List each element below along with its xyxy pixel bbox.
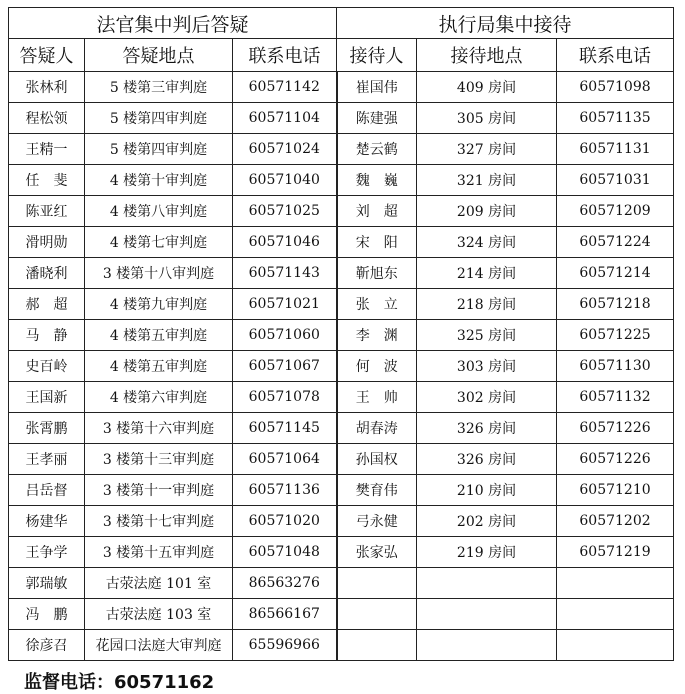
receptionist-name: 张 立 [337,289,417,320]
reception-location [417,599,557,630]
qa-location: 5 楼第四审判庭 [85,134,233,165]
respondent-name: 吕岳督 [9,475,85,506]
receptionist-name: 崔国伟 [337,72,417,103]
receptionist-name [337,630,417,661]
table-row [9,165,674,196]
receptionist-name: 樊育伟 [337,475,417,506]
qa-phone: 60571048 [233,537,337,568]
supervision-phone: 监督电话：60571162 [24,672,215,693]
reception-location: 325 房间 [417,320,557,351]
qa-location: 花园口法庭大审判庭 [85,630,233,661]
qa-location: 4 楼第五审判庭 [85,320,233,351]
respondent-name: 王精一 [9,134,85,165]
qa-location: 5 楼第四审判庭 [85,103,233,134]
reception-location: 327 房间 [417,134,557,165]
receptionist-name [337,568,417,599]
table-row [9,351,674,382]
left-section-title: 法官集中判后答疑 [9,8,337,39]
table-row [9,134,674,165]
reception-location: 214 房间 [417,258,557,289]
section-title-row [9,8,674,39]
table-row [9,103,674,134]
qa-location: 古荥法庭 101 室 [85,568,233,599]
qa-phone: 60571136 [233,475,337,506]
reception-phone: 60571219 [557,537,674,568]
receptionist-name: 宋 阳 [337,227,417,258]
reception-location [417,630,557,661]
table-row [9,537,674,568]
reception-phone [557,630,674,661]
reception-phone: 60571225 [557,320,674,351]
header-reception-phone: 联系电话 [557,39,674,72]
respondent-name: 王国新 [9,382,85,413]
schedule-table [8,7,674,661]
reception-location [417,568,557,599]
table-row [9,382,674,413]
table-row [9,630,674,661]
qa-location: 3 楼第十三审判庭 [85,444,233,475]
receptionist-name: 王 帅 [337,382,417,413]
qa-location: 3 楼第十七审判庭 [85,506,233,537]
header-phone: 联系电话 [233,39,337,72]
reception-phone: 60571135 [557,103,674,134]
receptionist-name [337,599,417,630]
qa-phone: 60571142 [233,72,337,103]
qa-location: 4 楼第七审判庭 [85,227,233,258]
qa-phone: 60571064 [233,444,337,475]
reception-phone: 60571130 [557,351,674,382]
qa-location: 3 楼第十六审判庭 [85,413,233,444]
table-row [9,568,674,599]
reception-phone [557,599,674,630]
qa-location: 3 楼第十一审判庭 [85,475,233,506]
respondent-name: 陈亚红 [9,196,85,227]
respondent-name: 王争学 [9,537,85,568]
respondent-name: 任 斐 [9,165,85,196]
respondent-name: 王孝丽 [9,444,85,475]
header-receptionist: 接待人 [337,39,417,72]
reception-phone: 60571031 [557,165,674,196]
respondent-name: 郝 超 [9,289,85,320]
qa-phone: 60571046 [233,227,337,258]
reception-phone: 60571210 [557,475,674,506]
qa-phone: 60571104 [233,103,337,134]
qa-location: 4 楼第五审判庭 [85,351,233,382]
respondent-name: 杨建华 [9,506,85,537]
respondent-name: 程松领 [9,103,85,134]
reception-phone: 60571209 [557,196,674,227]
qa-phone: 60571143 [233,258,337,289]
reception-phone: 60571218 [557,289,674,320]
qa-phone: 60571024 [233,134,337,165]
reception-location: 324 房间 [417,227,557,258]
receptionist-name: 弓永健 [337,506,417,537]
reception-location: 326 房间 [417,413,557,444]
reception-phone: 60571131 [557,134,674,165]
receptionist-name: 靳旭东 [337,258,417,289]
table-row [9,320,674,351]
receptionist-name: 陈建强 [337,103,417,134]
table-body [9,72,674,661]
receptionist-name: 何 波 [337,351,417,382]
header-respondent: 答疑人 [9,39,85,72]
receptionist-name: 张家弘 [337,537,417,568]
table-row [9,413,674,444]
column-header-row [9,39,674,72]
reception-location: 303 房间 [417,351,557,382]
respondent-name: 张林利 [9,72,85,103]
qa-phone: 86566167 [233,599,337,630]
reception-location: 219 房间 [417,537,557,568]
qa-location: 5 楼第三审判庭 [85,72,233,103]
reception-location: 209 房间 [417,196,557,227]
reception-location: 409 房间 [417,72,557,103]
qa-phone: 60571067 [233,351,337,382]
respondent-name: 马 静 [9,320,85,351]
reception-location: 202 房间 [417,506,557,537]
header-reception-location: 接待地点 [417,39,557,72]
respondent-name: 史百岭 [9,351,85,382]
receptionist-name: 李 渊 [337,320,417,351]
header-location: 答疑地点 [85,39,233,72]
reception-phone: 60571226 [557,444,674,475]
table-row [9,599,674,630]
qa-location: 古荥法庭 103 室 [85,599,233,630]
qa-location: 4 楼第九审判庭 [85,289,233,320]
reception-phone: 60571098 [557,72,674,103]
respondent-name: 潘晓利 [9,258,85,289]
reception-location: 302 房间 [417,382,557,413]
right-section-title: 执行局集中接待 [337,8,674,39]
reception-phone: 60571214 [557,258,674,289]
reception-location: 305 房间 [417,103,557,134]
receptionist-name: 楚云鹤 [337,134,417,165]
qa-location: 4 楼第八审判庭 [85,196,233,227]
qa-location: 4 楼第十审判庭 [85,165,233,196]
receptionist-name: 魏 巍 [337,165,417,196]
table-row [9,196,674,227]
qa-phone: 60571040 [233,165,337,196]
table-row [9,227,674,258]
qa-phone: 65596966 [233,630,337,661]
table-row [9,444,674,475]
reception-location: 326 房间 [417,444,557,475]
reception-location: 210 房间 [417,475,557,506]
qa-phone: 60571145 [233,413,337,444]
table-row [9,475,674,506]
reception-location: 321 房间 [417,165,557,196]
respondent-name: 滑明勋 [9,227,85,258]
qa-phone: 60571021 [233,289,337,320]
reception-phone [557,568,674,599]
respondent-name: 冯 鹏 [9,599,85,630]
qa-phone: 60571060 [233,320,337,351]
receptionist-name: 刘 超 [337,196,417,227]
reception-phone: 60571132 [557,382,674,413]
respondent-name: 郭瑞敏 [9,568,85,599]
table-row [9,72,674,103]
qa-location: 3 楼第十八审判庭 [85,258,233,289]
reception-phone: 60571224 [557,227,674,258]
table-row [9,506,674,537]
qa-location: 4 楼第六审判庭 [85,382,233,413]
table-row [9,258,674,289]
receptionist-name: 胡春涛 [337,413,417,444]
reception-location: 218 房间 [417,289,557,320]
respondent-name: 徐彦召 [9,630,85,661]
reception-phone: 60571226 [557,413,674,444]
qa-phone: 60571025 [233,196,337,227]
qa-location: 3 楼第十五审判庭 [85,537,233,568]
receptionist-name: 孙国权 [337,444,417,475]
qa-phone: 86563276 [233,568,337,599]
qa-phone: 60571020 [233,506,337,537]
document [8,7,674,661]
qa-phone: 60571078 [233,382,337,413]
reception-phone: 60571202 [557,506,674,537]
respondent-name: 张霄鹏 [9,413,85,444]
table-row [9,289,674,320]
